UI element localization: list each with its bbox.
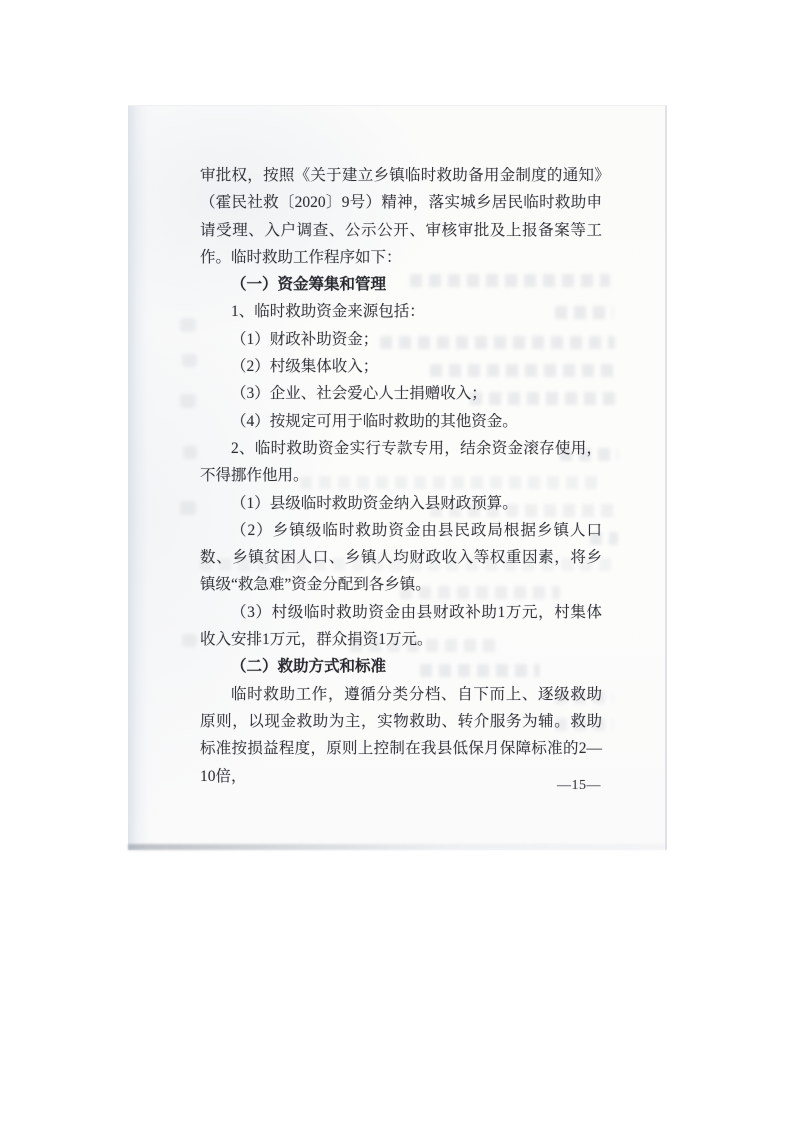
paragraph-village-level: （3）村级临时救助资金由县财政补助1万元，村集体收入安排1万元，群众捐资1万元。 bbox=[200, 603, 602, 649]
bleedthrough-artifact bbox=[180, 501, 196, 515]
paragraph-township-level: （2）乡镇级临时救助资金由县民政局根据乡镇人口数、乡镇贫困人口、乡镇人均财政收入等权重因素，将乡镇级“救急难”资金分配到各乡镇。 bbox=[200, 521, 602, 594]
scan-left-shading bbox=[128, 106, 162, 850]
paragraph-source-1: （1）财政补助资金； bbox=[231, 330, 379, 348]
paragraph-source-3: （3）企业、社会爱心人士捐赠收入； bbox=[231, 385, 487, 403]
paragraph-fund-sources: 1、临时救助资金来源包括： bbox=[231, 303, 425, 321]
bleedthrough-artifact bbox=[183, 446, 197, 459]
section-heading-funding: （一）资金筹集和管理 bbox=[231, 276, 387, 294]
paragraph-assistance-standard: 临时救助工作，遵循分类分档、自下而上、逐级救助原则，以现金救助为主，实物救助、转介服务为辅。救助标准按损益程度，原则上控制在我县低保月保障标准的2—10倍， bbox=[200, 685, 602, 785]
bleedthrough-artifact bbox=[182, 634, 197, 647]
bleedthrough-artifact bbox=[180, 394, 196, 408]
paragraph-source-4: （4）按规定可用于临时救助的其他资金。 bbox=[231, 412, 518, 430]
document-page bbox=[128, 105, 667, 850]
paragraph-source-2: （2）村级集体收入； bbox=[231, 358, 379, 376]
document-text bbox=[200, 162, 602, 790]
section-heading-assistance: （二）救助方式和标准 bbox=[231, 658, 387, 676]
paragraph-intro: 审批权，按照《关于建立乡镇临时救助备用金制度的通知》（霍民社救〔2020〕9号）精神，落实城乡居民临时救助申请受理、入户调查、公示公开、审核审批及上报备案等工作。临时救助工作程序如下： bbox=[200, 167, 602, 266]
paragraph-fund-usage: 2、临时救助资金实行专款专用，结余资金滚存使用，不得挪作他用。 bbox=[200, 439, 602, 485]
bleedthrough-artifact bbox=[182, 354, 197, 367]
page-number: —15— bbox=[557, 778, 601, 793]
bleedthrough-artifact bbox=[180, 318, 196, 332]
paper-bottom-edge bbox=[128, 844, 665, 850]
paragraph-county-level: （1）县级临时救助资金纳入县财政预算。 bbox=[231, 494, 518, 512]
